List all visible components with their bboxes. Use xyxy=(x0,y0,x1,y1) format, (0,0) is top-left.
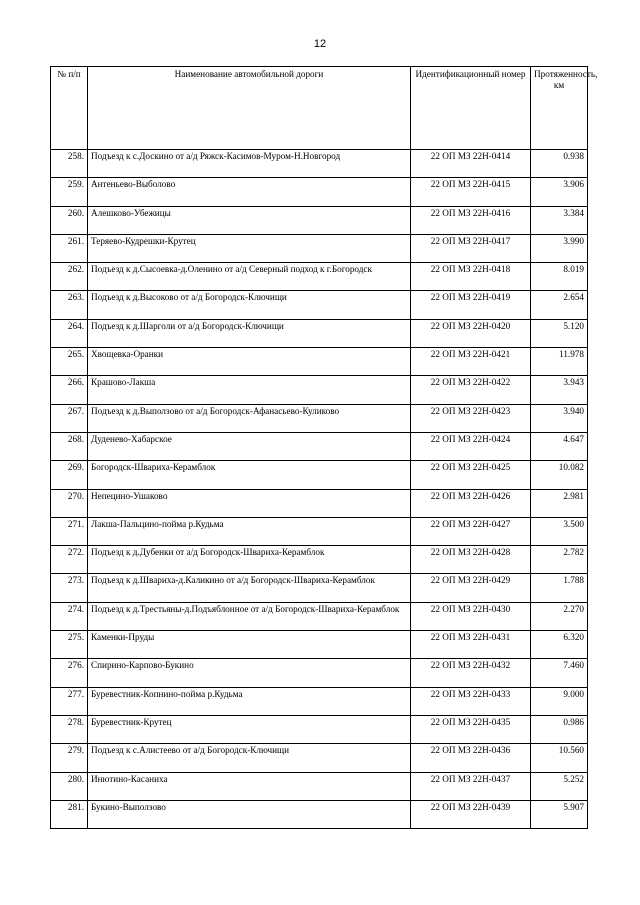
header-id: Идентификационный номер xyxy=(411,67,531,150)
row-number: 261. xyxy=(51,234,88,262)
table-row xyxy=(51,715,588,743)
road-name: Подъезд к д.Высоково от а/д Богородск-Ключищи xyxy=(88,291,411,319)
row-number: 259. xyxy=(51,178,88,206)
road-id: 22 ОП МЗ 22Н-0436 xyxy=(411,744,531,772)
road-id: 22 ОП МЗ 22Н-0421 xyxy=(411,348,531,376)
road-name: Спирино-Карпово-Букино xyxy=(88,659,411,687)
table-row xyxy=(51,432,588,460)
table-row xyxy=(51,800,588,828)
table-row xyxy=(51,574,588,602)
page-number: 12 xyxy=(313,38,327,50)
road-id: 22 ОП МЗ 22Н-0422 xyxy=(411,376,531,404)
road-id: 22 ОП МЗ 22Н-0439 xyxy=(411,800,531,828)
table-row xyxy=(51,602,588,630)
table-row xyxy=(51,546,588,574)
row-number: 276. xyxy=(51,659,88,687)
road-id: 22 ОП МЗ 22Н-0417 xyxy=(411,234,531,262)
road-name: Алешково-Убежицы xyxy=(88,206,411,234)
road-id: 22 ОП МЗ 22Н-0427 xyxy=(411,517,531,545)
road-id: 22 ОП МЗ 22Н-0418 xyxy=(411,263,531,291)
road-name: Буревестник-Копнино-пойма р.Кудьма xyxy=(88,687,411,715)
table-row xyxy=(51,517,588,545)
road-id: 22 ОП МЗ 22Н-0429 xyxy=(411,574,531,602)
row-number: 274. xyxy=(51,602,88,630)
row-number: 273. xyxy=(51,574,88,602)
road-name: Богородск-Швариха-Керамблок xyxy=(88,461,411,489)
road-name: Хвощевка-Оранки xyxy=(88,348,411,376)
row-number: 258. xyxy=(51,150,88,178)
road-length: 5.907 xyxy=(531,800,588,828)
table-row xyxy=(51,206,588,234)
row-number: 269. xyxy=(51,461,88,489)
road-id: 22 ОП МЗ 22Н-0425 xyxy=(411,461,531,489)
road-length: 4.647 xyxy=(531,432,588,460)
table-row xyxy=(51,772,588,800)
road-id: 22 ОП МЗ 22Н-0437 xyxy=(411,772,531,800)
table-row xyxy=(51,404,588,432)
road-id: 22 ОП МЗ 22Н-0415 xyxy=(411,178,531,206)
road-length: 8.019 xyxy=(531,263,588,291)
road-length: 7.460 xyxy=(531,659,588,687)
row-number: 275. xyxy=(51,631,88,659)
road-name: Подъезд к с.Доскино от а/д Ряжск-Касимов-Муром-Н.Новгород xyxy=(88,150,411,178)
row-number: 278. xyxy=(51,715,88,743)
row-number: 263. xyxy=(51,291,88,319)
road-name: Инютино-Касаниха xyxy=(88,772,411,800)
road-id: 22 ОП МЗ 22Н-0435 xyxy=(411,715,531,743)
table-row xyxy=(51,319,588,347)
table-body xyxy=(51,150,588,829)
road-length: 3.943 xyxy=(531,376,588,404)
road-id: 22 ОП МЗ 22Н-0420 xyxy=(411,319,531,347)
road-length: 3.990 xyxy=(531,234,588,262)
table-row xyxy=(51,150,588,178)
table-row xyxy=(51,631,588,659)
row-number: 262. xyxy=(51,263,88,291)
road-name: Букино-Выползово xyxy=(88,800,411,828)
road-length: 2.782 xyxy=(531,546,588,574)
row-number: 272. xyxy=(51,546,88,574)
header-name: Наименование автомобильной дороги xyxy=(88,67,411,150)
road-id: 22 ОП МЗ 22Н-0419 xyxy=(411,291,531,319)
road-name: Подъезд к д.Выползово от а/д Богородск-Афанасьево-Куликово xyxy=(88,404,411,432)
road-name: Подъезд к д.Дубенки от а/д Богородск-Швариха-Керамблок xyxy=(88,546,411,574)
roads-table xyxy=(50,66,598,829)
road-length: 5.252 xyxy=(531,772,588,800)
road-name: Лакша-Пальцино-пойма р.Кудьма xyxy=(88,517,411,545)
row-number: 264. xyxy=(51,319,88,347)
row-number: 266. xyxy=(51,376,88,404)
row-number: 280. xyxy=(51,772,88,800)
road-id: 22 ОП МЗ 22Н-0431 xyxy=(411,631,531,659)
road-length: 6.320 xyxy=(531,631,588,659)
row-number: 265. xyxy=(51,348,88,376)
row-number: 271. xyxy=(51,517,88,545)
road-length: 3.384 xyxy=(531,206,588,234)
road-name: Каменки-Пруды xyxy=(88,631,411,659)
header-num: № п/п xyxy=(51,67,88,150)
road-id: 22 ОП МЗ 22Н-0424 xyxy=(411,432,531,460)
road-name: Теряево-Кудрешки-Крутец xyxy=(88,234,411,262)
row-number: 279. xyxy=(51,744,88,772)
table-row xyxy=(51,687,588,715)
road-id: 22 ОП МЗ 22Н-0432 xyxy=(411,659,531,687)
table-row xyxy=(51,461,588,489)
road-id: 22 ОП МЗ 22Н-0416 xyxy=(411,206,531,234)
road-length: 0.986 xyxy=(531,715,588,743)
road-length: 10.082 xyxy=(531,461,588,489)
road-name: Подъезд к д.Сысоевка-д.Оленино от а/д Северный подход к г.Богородск xyxy=(88,263,411,291)
row-number: 260. xyxy=(51,206,88,234)
road-id: 22 ОП МЗ 22Н-0414 xyxy=(411,150,531,178)
road-length: 2.654 xyxy=(531,291,588,319)
road-id: 22 ОП МЗ 22Н-0433 xyxy=(411,687,531,715)
road-length: 9.000 xyxy=(531,687,588,715)
road-length: 3.940 xyxy=(531,404,588,432)
table-row xyxy=(51,348,588,376)
road-name: Дуденево-Хабарское xyxy=(88,432,411,460)
road-name: Буревестник-Крутец xyxy=(88,715,411,743)
road-length: 10.560 xyxy=(531,744,588,772)
row-number: 281. xyxy=(51,800,88,828)
road-id: 22 ОП МЗ 22Н-0430 xyxy=(411,602,531,630)
table-row xyxy=(51,744,588,772)
table-row xyxy=(51,489,588,517)
road-length: 0.938 xyxy=(531,150,588,178)
road-name: Подъезд к д.Трестьяны-д.Подъяблонное от а/д Богородск-Швариха-Керамблок xyxy=(88,602,411,630)
table-header xyxy=(51,67,598,150)
road-length: 11.978 xyxy=(531,348,588,376)
road-id: 22 ОП МЗ 22Н-0426 xyxy=(411,489,531,517)
row-number: 267. xyxy=(51,404,88,432)
table-row xyxy=(51,659,588,687)
road-name: Крашово-Лакша xyxy=(88,376,411,404)
road-name: Подъезд к д.Швариха-д.Каликино от а/д Богородск-Швариха-Керамблок xyxy=(88,574,411,602)
road-length: 2.270 xyxy=(531,602,588,630)
road-length: 2.981 xyxy=(531,489,588,517)
road-length: 3.500 xyxy=(531,517,588,545)
road-length: 5.120 xyxy=(531,319,588,347)
road-name: Антеньево-Выболово xyxy=(88,178,411,206)
road-name: Подъезд к д.Шарголи от а/д Богородск-Ключищи xyxy=(88,319,411,347)
row-number: 268. xyxy=(51,432,88,460)
row-number: 277. xyxy=(51,687,88,715)
table-row xyxy=(51,178,588,206)
road-id: 22 ОП МЗ 22Н-0428 xyxy=(411,546,531,574)
table-row xyxy=(51,376,588,404)
table-row xyxy=(51,263,588,291)
row-number: 270. xyxy=(51,489,88,517)
road-id: 22 ОП МЗ 22Н-0423 xyxy=(411,404,531,432)
road-length: 1.788 xyxy=(531,574,588,602)
road-name: Непецино-Ушаково xyxy=(88,489,411,517)
header-length: Протяженность, км xyxy=(531,67,588,150)
road-name: Подъезд к с.Алистеево от а/д Богородск-Ключищи xyxy=(88,744,411,772)
table-row xyxy=(51,234,588,262)
table-row xyxy=(51,291,588,319)
road-length: 3.906 xyxy=(531,178,588,206)
